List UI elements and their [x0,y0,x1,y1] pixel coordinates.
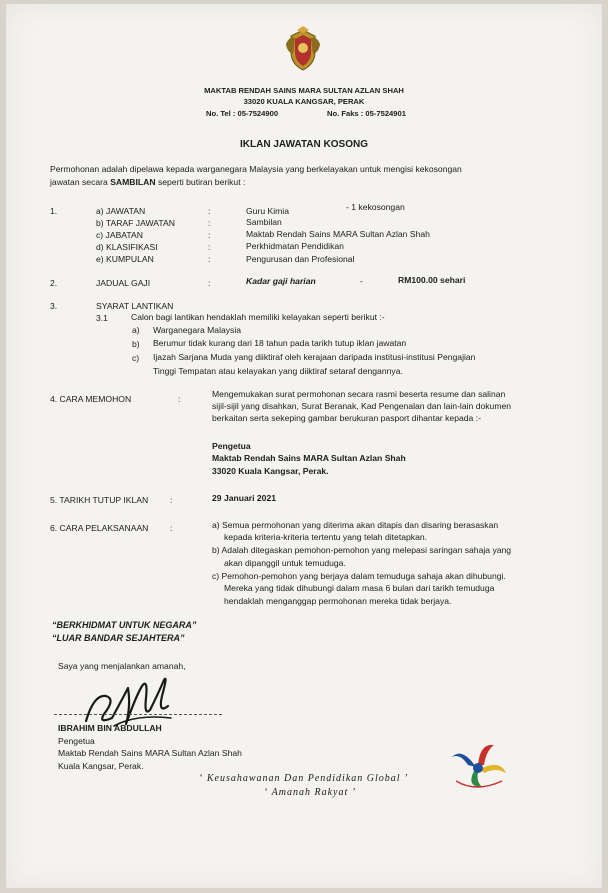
signatory-position: Pengetua [58,736,95,746]
salary-colon: : [208,278,211,288]
detail-label: d) KLASIFIKASI [96,242,158,252]
signoff-intro: Saya yang menjalankan amanah, [58,661,186,671]
salary-dash: - [360,276,363,286]
recipient-org: Maktab Rendah Sains MARA Sultan Azlan Shah [212,453,406,463]
requirement-mark: c) [132,353,140,363]
requirement-text: Warganegara Malaysia [153,325,242,335]
letter-page [6,4,602,888]
salary-rate-type: Kadar gaji harian [246,276,316,286]
school-address: 33020 KUALA KANGSAR, PERAK [243,97,365,106]
recipient-title: Pengetua [212,441,251,451]
requirements-heading: SYARAT LANTIKAN [96,301,174,311]
motto-line-1: “BERKHIDMAT UNTUK NEGARA” [52,620,197,630]
detail-label: a) JAWATAN [96,206,146,216]
closing-date-label: 5. TARIKH TUTUP IKLAN [50,495,149,505]
section-2-number: 2. [50,278,58,288]
implementation-line: akan dipanggil untuk temuduga. [224,558,346,568]
requirement-mark: a) [132,325,140,335]
detail-colon: : [208,230,211,240]
implementation-line: a) Semua permohonan yang diterima akan ditapis dan disaring berasaskan [212,520,499,530]
salary-label: JADUAL GAJI [96,278,151,288]
signature-line [54,714,222,715]
implementation-label: 6. CARA PELAKSANAAN [50,523,149,533]
implementation-line: Mereka yang tidak dihubungi dalam masa 6 bulan dari tarikh temuduga [224,583,495,593]
application-text-line: berkaitan serta sekeping gambar berukuran pasport dihantar kepada :- [212,413,481,423]
motto-line-2: “LUAR BANDAR SEJAHTERA” [52,633,185,643]
implementation-line: kepada kriteria-kriteria tertentu yang telah ditetapkan. [224,532,428,542]
detail-colon: : [208,218,211,228]
fax-number: No. Faks : 05-7524901 [327,109,406,118]
mara-logo-icon [446,737,510,793]
application-text-line: sijil-sijil yang disahkan, Surat Beranak, Kad Pengenalan dan lain-lain dokumen [212,401,512,411]
implementation-line: hendaklah menganggap permohonan mereka tidak berjaya. [224,596,452,606]
intro-line-2: jawatan secara SAMBILAN seperti butiran berikut : [50,177,246,187]
requirements-intro: Calon bagi lantikan hendaklah memiliki kelayakan seperti berikut :- [131,312,385,322]
footer-motto-2: ‘ Amanah Rakyat ’ [264,787,357,798]
footer-motto-1: ‘ Keusahawanan Dan Pendidikan Global ’ [199,773,409,784]
closing-date-value: 29 Januari 2021 [212,493,277,503]
coat-of-arms-icon [283,26,323,74]
vacancy-count: - 1 kekosongan [346,202,405,212]
detail-value: Maktab Rendah Sains MARA Sultan Azlan Shah [246,229,430,239]
implementation-colon: : [170,523,173,533]
recipient-city: 33020 Kuala Kangsar, Perak. [212,466,329,476]
requirement-mark: b) [132,339,140,349]
requirement-text: Ijazah Sarjana Muda yang diiktiraf oleh kerajaan daripada institusi-institusi Pengajian [153,352,476,362]
salary-amount: RM100.00 sehari [398,275,466,285]
detail-value: Guru Kimia [246,206,289,216]
detail-value: Sambilan [246,217,282,227]
application-method-colon: : [178,394,181,404]
requirement-text: Berumur tidak kurang dari 18 tahun pada tarikh tutup iklan jawatan [153,338,407,348]
application-method-label: 4. CARA MEMOHON [50,394,132,404]
detail-label: b) TARAF JAWATAN [96,218,175,228]
section-3-number: 3. [50,301,58,311]
closing-date-colon: : [170,495,173,505]
requirements-subnumber: 3.1 [96,313,108,323]
page-title: IKLAN JAWATAN KOSONG [240,139,368,150]
section-1-number: 1. [50,206,58,216]
detail-label: e) KUMPULAN [96,254,154,264]
phone-number: No. Tel : 05-7524900 [206,109,279,118]
school-name: MAKTAB RENDAH SAINS MARA SULTAN AZLAN SHAH [204,86,404,95]
detail-value: Pengurusan dan Profesional [246,254,355,264]
detail-value: Perkhidmatan Pendidikan [246,241,344,251]
implementation-line: c) Pemohon-pemohon yang berjaya dalam temuduga sahaja akan dihubungi. [212,571,506,581]
implementation-line: b) Adalah ditegaskan pemohon-pemohon yang melepasi saringan sahaja yang [212,545,512,555]
signatory-org: Maktab Rendah Sains MARA Sultan Azlan Shah [58,748,242,758]
signatory-place: Kuala Kangsar, Perak. [58,761,144,771]
intro-line-1: Permohonan adalah dipelawa kepada warganegara Malaysia yang berkelayakan untuk mengisi kekosongan [50,164,462,174]
detail-label: c) JABATAN [96,230,143,240]
detail-colon: : [208,242,211,252]
requirement-text-continued: Tinggi Tempatan atau kelayakan yang diiktiraf setaraf dengannya. [153,366,403,376]
detail-colon: : [208,206,211,216]
detail-colon: : [208,254,211,264]
application-text-line: Mengemukakan surat permohonan secara rasmi beserta resume dan salinan [212,389,506,399]
signatory-name: IBRAHIM BIN ABDULLAH [58,723,162,733]
